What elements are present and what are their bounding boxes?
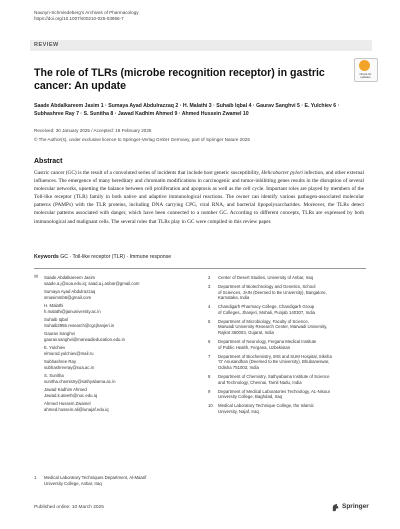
contact-email[interactable]: smasimmb6@gmail.com <box>44 294 92 300</box>
contact-email[interactable]: saade.a.j@uoa.edu.iq; saad.a.j.anbar@gmail.com <box>44 280 140 286</box>
affiliation-line: of Sciences, JAIN (Deemed to Be University), Bangalore, <box>218 289 327 295</box>
affiliation-number: 7 <box>208 353 211 359</box>
contact-entry <box>34 303 194 314</box>
affiliation-line: Marwadi University Research Center, Marwadi University, <box>218 324 328 330</box>
email-icon <box>34 331 44 342</box>
contact-name: Suhaib Iqbal <box>44 317 68 322</box>
contact-name: Gaurav Sanghvi <box>44 331 75 336</box>
affiliation-number: 2 <box>208 275 211 280</box>
affiliations-left <box>34 475 194 490</box>
journal-header <box>34 10 139 22</box>
contact-name: H. Malathi <box>44 303 64 308</box>
contact-name: E. Yulchiev <box>44 345 66 350</box>
contact-name: Subhashree Ray <box>44 359 77 364</box>
affiliation-number: 9 <box>208 388 211 394</box>
abstract-text-end: infection, and other external influences. The emergence of many hereditary and chromatin modifications in carcinogenic and tumor-inhibiting genes results in the disruption of several molecular networks, upsetting the balance between cell proliferation and apoptosis as well as the cell cycle. Important roles are played by members of the Toll-like receptor (TLR) family in both native and adaptive immunological reactions. The owner can identify various pathogen-associated molecular patterns (PAMPs) with the TLR proteins, including DNA carrying CPG, viral RNA, and bacterial lipopolysaccharides. Moreover, the TLRs detect molecular patterns associated with danger, which have been connected to a number GC. According to different concepts, TLRs are expressed by both immunological and malignant cells. The several roles that TLRs play in GC were compiled in this review paper. <box>34 170 364 225</box>
affiliation-line: Department of Microbiology, Faculty of Science, <box>218 318 309 324</box>
affiliation-line: Odisha 751003, India <box>218 365 259 371</box>
email-icon <box>34 359 44 370</box>
affiliation-line: Department of Biotechnology and Genetics, School <box>218 283 316 289</box>
affiliation-line: University College, Anbar, Iraq <box>44 480 102 486</box>
email-icon <box>34 289 44 300</box>
affiliation-line: Department of Neurology, Fergana Medical Institute <box>218 339 317 345</box>
copyright-notice: © The Author(s), under exclusive licence to Springer-Verlag GmbH Germany, part of Springer Nature 2025 <box>34 137 250 142</box>
affiliation-number: 5 <box>208 318 211 324</box>
article-dates: Received: 30 January 2025 / Accepted: 19 February 2025 <box>34 128 152 133</box>
email-icon <box>34 387 44 398</box>
contact-email[interactable]: ahmed.hussein.ali@iunajaf.edu.iq <box>44 406 109 412</box>
contact-email[interactable]: subhashreeray@soa.ac.in <box>44 364 94 370</box>
email-icon <box>34 401 44 412</box>
contact-name: S. Sunitha <box>44 373 64 378</box>
abstract-text-species: Helicobacter pylori <box>261 170 303 176</box>
affiliation-line: Medical Laboratory Techniques Department, Al-Maarif <box>44 475 147 480</box>
article-type-label: REVIEW <box>34 41 59 48</box>
springer-horse-icon <box>331 503 340 512</box>
keywords-label: Keywords <box>34 254 59 260</box>
affiliation-number: 3 <box>208 283 211 289</box>
affiliation-line: Karnataka, India <box>218 295 250 301</box>
affiliation-line: Medical Laboratory Technique College, the Islamic <box>218 403 314 409</box>
contact-name: Ahmed Hussein Zwamel <box>44 401 91 406</box>
affiliation-line: University, Najaf, Iraq <box>218 408 259 414</box>
abstract-heading: Abstract <box>34 158 63 165</box>
affiliation-line: of Colleges, Jhanjeri, Mohali, Punjab 140307, India <box>218 309 315 315</box>
contact-email[interactable]: Jawad.k.ateeth@nuc.edu.iq <box>44 392 98 398</box>
abstract-text <box>34 169 364 226</box>
affiliation-line: Center of Desert Studies, University of Anbar, Iraq <box>218 275 314 280</box>
contact-entry <box>34 331 194 342</box>
affiliation-line: Department of Medical Laboratories Technology, AL-Nisour <box>218 388 331 394</box>
check-for-updates-label: Check for updates <box>359 71 372 79</box>
keywords-line <box>34 254 364 260</box>
contact-entry <box>34 401 194 412</box>
affiliation-line: Rajkot 360003, Gujarat, India <box>218 330 274 336</box>
affiliation-number: 6 <box>208 339 211 345</box>
published-date: Published online: 10 March 2025 <box>34 505 104 510</box>
affiliation-entry <box>208 339 373 350</box>
contact-email[interactable]: h.malathi@jainuniversity.ac.in <box>44 308 101 314</box>
contact-entry <box>34 289 194 300</box>
affiliation-number: 8 <box>208 373 211 379</box>
affiliation-entry <box>208 319 373 336</box>
affiliation-line: of Public Health, Fergana, Uzbekistan <box>218 344 291 350</box>
email-icon <box>34 373 44 384</box>
affiliation-number: 4 <box>208 304 211 310</box>
contact-email[interactable]: sunitha.chemistry@sathyabama.ac.in <box>44 378 116 384</box>
affiliation-number: 10 <box>208 403 213 409</box>
update-badge-icon <box>359 60 370 71</box>
affiliation-entry <box>208 374 373 385</box>
doi-link[interactable]: https://doi.org/10.1007/s00210-025-03966-7 <box>34 16 124 21</box>
contact-name: Sumaya Ayad Abdulrazzaq <box>44 289 96 294</box>
affiliation-entry <box>208 403 373 414</box>
affiliation-line: Department of Chemistry, Sathyabama Institute of Science <box>218 373 330 379</box>
affiliation-number: 1 <box>34 475 37 480</box>
email-icon: ✉ <box>34 274 39 280</box>
contact-entry <box>34 345 194 356</box>
contact-entry <box>34 317 194 328</box>
affiliation-line: Department of Biochemistry, IMS and SUM Hospital, Siksha <box>218 353 332 359</box>
article-title: The role of TLRs (microbe recognition receptor) in gastric cancer: An update <box>34 67 325 92</box>
contact-entry <box>34 359 194 370</box>
email-icon <box>34 345 44 356</box>
keywords-text: GC · Toll-like receptor (TLR) · Immune response <box>60 254 172 260</box>
affiliation-line: University College, Baghdad, Iraq <box>218 394 283 400</box>
author-list: Saade Abdalkareem Jasim 1 · Sumaya Ayad Abdulrazzaq 2 · H. Malathi 3 · Suhaib Iqbal 4 · Gaurav Sanghvi 5 · E. Yulchiev 6 · Subhashree Ray 7 · S. Sunitha 8 · Jawad Kadhim Ahmed 9 · Ahmed Hussein Zwamel 10 <box>34 103 340 117</box>
affiliation-entry <box>34 475 194 486</box>
affiliations-right <box>208 275 373 418</box>
affiliation-entry <box>208 284 373 301</box>
affiliation-entry <box>208 354 373 371</box>
contact-entry <box>34 387 194 398</box>
email-icon <box>34 303 44 314</box>
journal-name: Naunyn-Schmiedeberg's Archives of Pharmacology <box>34 10 139 15</box>
abstract-text-start: Gastric cancer (GC) is the result of a convoluted series of incidents that include host genetic susceptibility, <box>34 170 262 176</box>
affiliation-line: Chandigarh Pharmacy College, Chandigarh Group <box>218 304 315 310</box>
affiliation-line: 'O' Anusandhan (Deemed to Be University), Bhubaneswar, <box>218 359 330 365</box>
contact-name: Jawad Kadhim Ahmed <box>44 387 87 392</box>
affiliation-entry <box>208 389 373 400</box>
corresponding-contacts <box>34 275 194 415</box>
contact-email[interactable]: Suhaib2956.research@cgcjhanjeri.in <box>44 322 115 328</box>
affiliation-entry <box>208 304 373 315</box>
affiliation-line: and Technology, Chennai, Tamil Nadu, India <box>218 379 302 385</box>
article-type-band <box>30 40 372 51</box>
publisher-logo: Springer <box>342 503 369 510</box>
email-icon <box>34 317 44 328</box>
contact-email[interactable]: gaurav.sanghvi@marwadieducation.edu.in <box>44 336 125 342</box>
contact-name: Saade Abdalkareem Jasim <box>44 275 96 280</box>
section-divider <box>34 268 366 269</box>
contact-entry <box>34 275 194 286</box>
contact-entry <box>34 373 194 384</box>
contact-email[interactable]: elmurod.yulchiev@mail.ru <box>44 350 94 356</box>
affiliation-entry <box>208 275 373 281</box>
